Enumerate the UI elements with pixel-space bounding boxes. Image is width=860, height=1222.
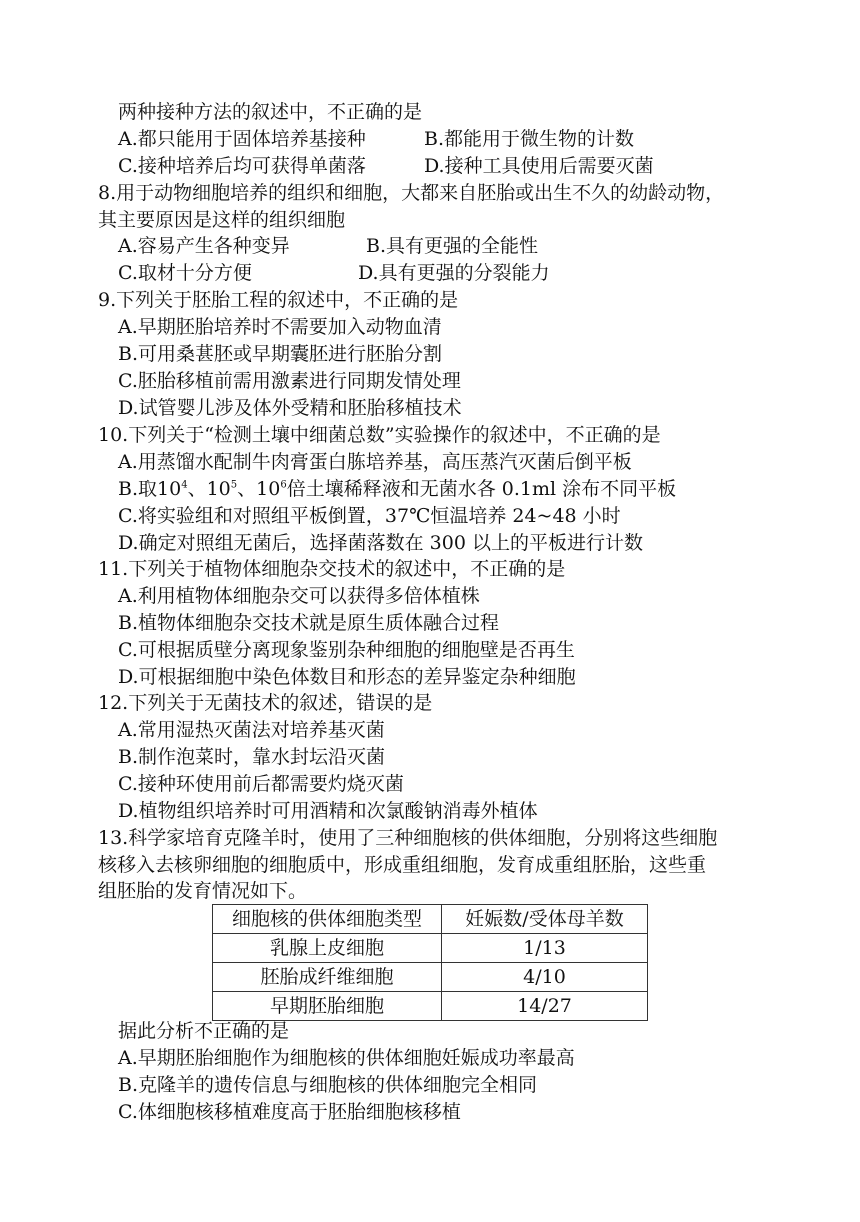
q9-option-c: C.胚胎移植前需用激素进行同期发情处理 xyxy=(118,370,461,392)
table-cell: 1/13 xyxy=(442,934,648,963)
q11-option-a: A.利用植物体细胞杂交可以获得多倍体植株 xyxy=(118,585,480,607)
table-cell: 14/27 xyxy=(442,992,648,1021)
q10-b-exponent-3: 6 xyxy=(280,479,287,491)
q13-option-b: B.克隆羊的遗传信息与细胞核的供体细胞完全相同 xyxy=(118,1074,538,1096)
q10-b-exponent-2: 5 xyxy=(230,479,238,491)
q10-b-separator-1: 、 xyxy=(187,478,207,500)
q9-option-b: B.可用桑葚胚或早期囊胚进行胚胎分割 xyxy=(118,343,443,365)
q10-b-base-3: 10 xyxy=(256,478,281,500)
q7-option-d: D.接种工具使用后需要灭菌 xyxy=(424,155,654,177)
q13-option-c: C.体细胞核移植难度高于胚胎细胞核移植 xyxy=(118,1101,461,1123)
table-cell: 4/10 xyxy=(442,963,648,992)
table-cell: 乳腺上皮细胞 xyxy=(213,934,442,963)
q13-stem-line-3: 组胚胎的发育情况如下。 xyxy=(98,880,308,902)
q7-option-a: A.都只能用于固体培养基接种 xyxy=(118,128,366,150)
q8-stem-line-1: 8.用于动物细胞培养的组织和细胞，大都来自胚胎或出生不久的幼龄动物， xyxy=(98,182,725,204)
q13-option-a: A.早期胚胎细胞作为细胞核的供体细胞妊娠成功率最高 xyxy=(118,1047,575,1069)
table-row xyxy=(213,934,648,963)
q8-option-c: C.取材十分方便 xyxy=(118,262,252,284)
q10-b-base-1: 10 xyxy=(157,478,182,500)
q10-option-b xyxy=(118,476,676,503)
q8-stem-line-2: 其主要原因是这样的组织细胞 xyxy=(98,209,346,231)
q10-option-a: A.用蒸馏水配制牛肉膏蛋白胨培养基，高压蒸汽灭菌后倒平板 xyxy=(118,451,632,473)
q8-option-b: B.具有更强的全能性 xyxy=(366,235,539,257)
q10-option-d: D.确定对照组无菌后，选择菌落数在 300 以上的平板进行计数 xyxy=(118,532,643,554)
q9-option-d: D.试管婴儿涉及体外受精和胚胎移植技术 xyxy=(118,397,462,419)
q11-stem: 11.下列关于植物体细胞杂交技术的叙述中，不正确的是 xyxy=(98,558,566,580)
q8-option-d: D.具有更强的分裂能力 xyxy=(358,262,550,284)
table-row xyxy=(213,992,648,1021)
q12-option-c: C.接种环使用前后都需要灼烧灭菌 xyxy=(118,773,404,795)
q11-option-b: B.植物体细胞杂交技术就是原生质体融合过程 xyxy=(118,612,500,634)
q10-stem: 10.下列关于“检测土壤中细菌总数”实验操作的叙述中，不正确的是 xyxy=(98,424,661,446)
q7-stem-continuation: 两种接种方法的叙述中，不正确的是 xyxy=(118,101,423,123)
clone-data-table xyxy=(212,904,648,1021)
q9-stem: 9.下列关于胚胎工程的叙述中，不正确的是 xyxy=(98,289,459,311)
q7-option-b: B.都能用于微生物的计数 xyxy=(424,128,635,150)
q12-option-d: D.植物组织培养时可用酒精和次氯酸钠消毒外植体 xyxy=(118,800,538,822)
q10-b-prefix: B.取 xyxy=(118,478,158,500)
q12-stem: 12.下列关于无菌技术的叙述，错误的是 xyxy=(98,692,433,714)
table-header-cell: 细胞核的供体细胞类型 xyxy=(213,905,442,934)
q12-option-b: B.制作泡菜时，靠水封坛沿灭菌 xyxy=(118,746,386,768)
q8-option-a: A.容易产生各种变异 xyxy=(118,235,290,257)
table-header-cell: 妊娠数/受体母羊数 xyxy=(442,905,648,934)
table-cell: 早期胚胎细胞 xyxy=(213,992,442,1021)
q10-b-base-2: 10 xyxy=(206,478,231,500)
q11-option-c: C.可根据质壁分离现象鉴别杂种细胞的细胞壁是否再生 xyxy=(118,639,575,661)
q9-option-a: A.早期胚胎培养时不需要加入动物血清 xyxy=(118,316,442,338)
table-row xyxy=(213,963,648,992)
table-header-row xyxy=(213,905,648,934)
q12-option-a: A.常用湿热灭菌法对培养基灭菌 xyxy=(118,719,385,741)
q10-b-exponent-1: 4 xyxy=(181,479,188,491)
q10-b-suffix: 倍土壤稀释液和无菌水各 0.1ml 涂布不同平板 xyxy=(286,478,677,500)
table-cell: 胚胎成纤维细胞 xyxy=(213,963,442,992)
q13-stem-line-1: 13.科学家培育克隆羊时，使用了三种细胞核的供体细胞，分别将这些细胞 xyxy=(98,827,718,849)
q7-option-c: C.接种培养后均可获得单菌落 xyxy=(118,155,366,177)
q10-b-separator-2: 、 xyxy=(237,478,257,500)
q13-stem-line-2: 核移入去核卵细胞的细胞质中，形成重组细胞，发育成重组胚胎，这些重 xyxy=(98,854,707,876)
q10-option-c: C.将实验组和对照组平板倒置，37℃恒温培养 24~48 小时 xyxy=(118,505,621,527)
q13-analysis-prompt: 据此分析不正确的是 xyxy=(118,1020,290,1042)
q11-option-d: D.可根据细胞中染色体数目和形态的差异鉴定杂种细胞 xyxy=(118,666,576,688)
